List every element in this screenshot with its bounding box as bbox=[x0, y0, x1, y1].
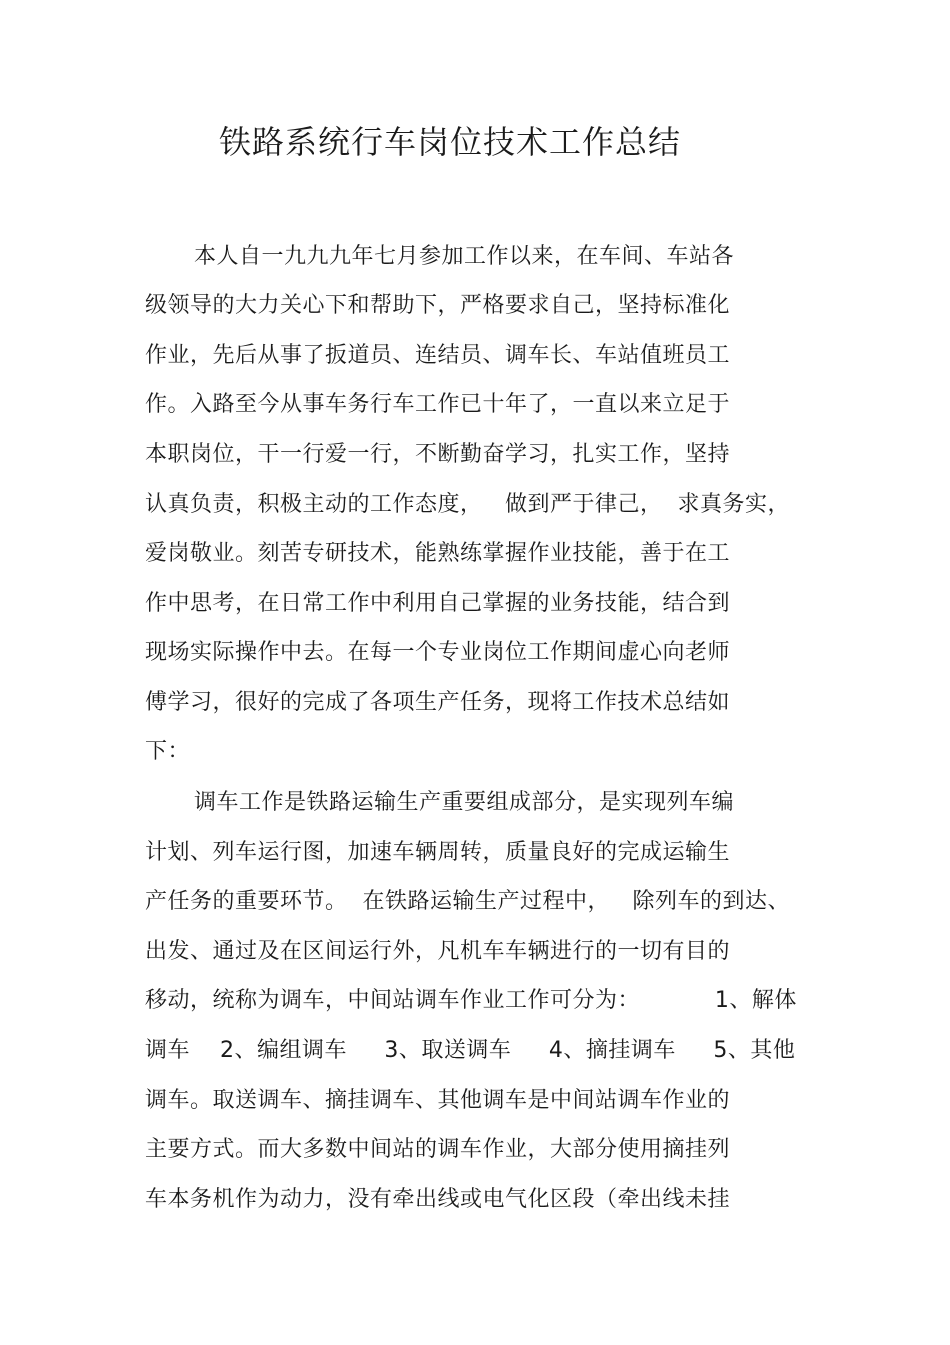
paragraph-line: 傅学习，很好的完成了各项生产任务，现将工作技术总结如 bbox=[145, 690, 731, 715]
paragraph-line: 调车工作是铁路运输生产重要组成部分，是实现列车编 bbox=[194, 790, 735, 815]
paragraph-line: 移动，统称为调车，中间站调车作业工作可分为： 1、解体 bbox=[145, 988, 797, 1013]
paragraph-line: 调车 2、编组调车 3、取送调车 4、摘挂调车 5、其他 bbox=[145, 1038, 796, 1063]
paragraph-line: 现场实际操作中去。在每一个专业岗位工作期间虚心向老师 bbox=[145, 640, 731, 665]
paragraph-line: 爱岗敬业。刻苦专研技术，能熟练掌握作业技能，善于在工 bbox=[145, 541, 731, 566]
paragraph-line: 级领导的大力关心下和帮助下，严格要求自己，坚持标准化 bbox=[145, 293, 731, 318]
paragraph-line: 下： bbox=[145, 739, 191, 764]
paragraph-line: 本人自一九九九年七月参加工作以来，在车间、车站各 bbox=[194, 244, 735, 269]
paragraph-line: 出发、通过及在区间运行外，凡机车车辆进行的一切有目的 bbox=[145, 939, 731, 964]
paragraph-line: 产任务的重要环节。 在铁路运输生产过程中， 除列车的到达、 bbox=[145, 889, 790, 914]
paragraph-line: 认真负责，积极主动的工作态度， 做到严于律己， 求真务实， bbox=[145, 492, 790, 517]
paragraph-line: 本职岗位，干一行爱一行，不断勤奋学习，扎实工作，坚持 bbox=[145, 442, 731, 467]
paragraph-line: 作。入路至今从事车务行车工作已十年了，一直以来立足于 bbox=[145, 392, 731, 417]
paragraph-line: 主要方式。而大多数中间站的调车作业，大部分使用摘挂列 bbox=[145, 1137, 731, 1162]
paragraph-line: 计划、列车运行图，加速车辆周转，质量良好的完成运输生 bbox=[145, 840, 731, 865]
paragraph-line: 作业，先后从事了扳道员、连结员、调车长、车站值班员工 bbox=[145, 343, 731, 368]
paragraph-line: 作中思考，在日常工作中利用自己掌握的业务技能，结合到 bbox=[145, 591, 731, 616]
document-title: 铁路系统行车岗位技术工作总结 bbox=[218, 123, 681, 161]
paragraph-line: 车本务机作为动力，没有牵出线或电气化区段（牵出线未挂 bbox=[145, 1187, 731, 1212]
paragraph-line: 调车。取送调车、摘挂调车、其他调车是中间站调车作业的 bbox=[145, 1088, 731, 1113]
